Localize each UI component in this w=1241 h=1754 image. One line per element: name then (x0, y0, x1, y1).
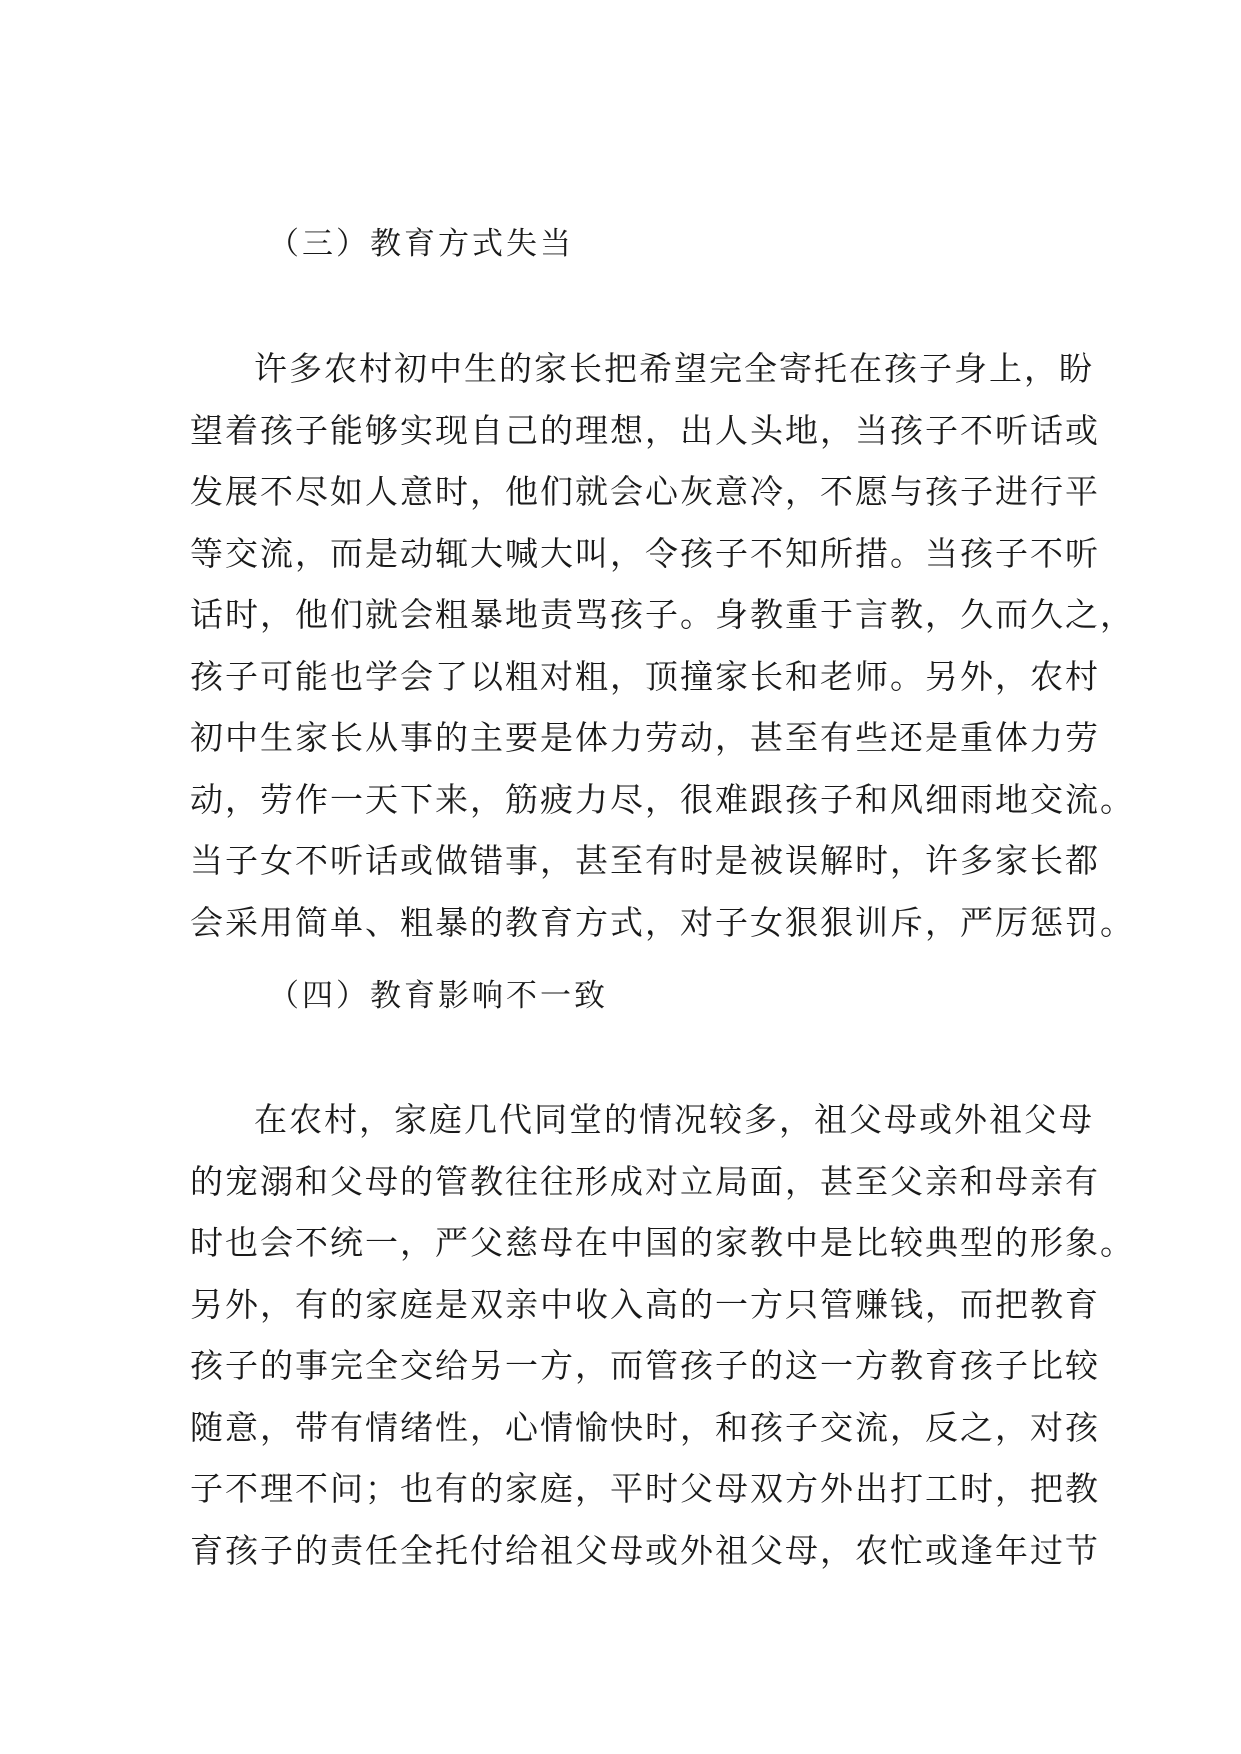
paragraph-line: 当子女不听话或做错事，甚至有时是被误解时，许多家长都 (190, 841, 1100, 880)
paragraph-line: 随意，带有情绪性，心情愉快时，和孩子交流，反之，对孩 (190, 1407, 1100, 1447)
paragraph-line: 初中生家长从事的主要是体力劳动，甚至有些还是重体力劳 (190, 718, 1100, 757)
paragraph-line: 会采用简单、粗暴的教育方式，对子女狠狠训斥，严厉惩罚。 (190, 902, 1135, 942)
section-heading-4: （四）教育影响不一致 (268, 978, 608, 1014)
paragraph-line: 等交流，而是动辄大喊大叫，令孩子不知所措。当孩子不听 (190, 533, 1100, 573)
paragraph-section-3 (190, 338, 1135, 953)
paragraph-line: 话时，他们就会粗暴地责骂孩子。身教重于言教，久而久之， (190, 595, 1135, 634)
paragraph-line: 发展不尽如人意时，他们就会心灰意冷，不愿与孩子进行平 (190, 472, 1100, 511)
paragraph-line: 时也会不统一，严父慈母在中国的家教中是比较典型的形象。 (190, 1223, 1135, 1262)
paragraph-line: 子不理不问；也有的家庭，平时父母双方外出打工时，把教 (190, 1469, 1100, 1508)
paragraph-line: 孩子的事完全交给另一方，而管孩子的这一方教育孩子比较 (190, 1346, 1100, 1385)
paragraph-line: 在农村，家庭几代同堂的情况较多，祖父母或外祖父母 (254, 1100, 1094, 1139)
paragraph-line: 孩子可能也学会了以粗对粗，顶撞家长和老师。另外，农村 (190, 656, 1100, 696)
paragraph-line: 动，劳作一天下来，筋疲力尽，很难跟孩子和风细雨地交流。 (190, 779, 1135, 819)
paragraph-section-4 (190, 1089, 1135, 1581)
paragraph-line: 许多农村初中生的家长把希望完全寄托在孩子身上，盼 (254, 349, 1094, 388)
paragraph-line: 育孩子的责任全托付给祖父母或外祖父母，农忙或逢年过节 (190, 1530, 1100, 1570)
paragraph-line: 的宠溺和父母的管教往往形成对立局面，甚至父亲和母亲有 (190, 1161, 1100, 1201)
paragraph-line: 另外，有的家庭是双亲中收入高的一方只管赚钱，而把教育 (190, 1284, 1100, 1324)
section-heading-3: （三）教育方式失当 (268, 226, 574, 262)
paragraph-line: 望着孩子能够实现自己的理想，出人头地，当孩子不听话或 (190, 410, 1100, 450)
